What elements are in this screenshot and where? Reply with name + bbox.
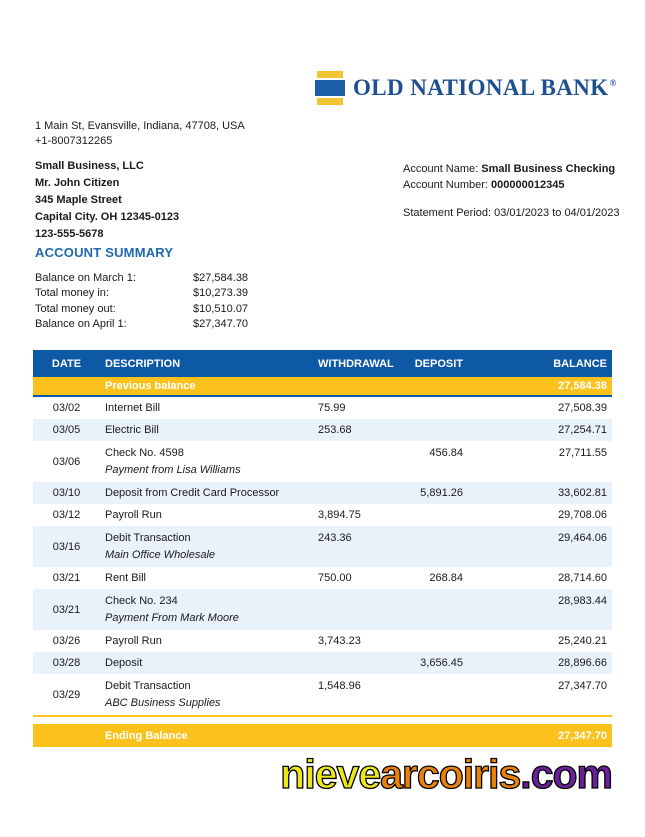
transaction-row bbox=[33, 674, 612, 715]
old-national-bank-icon bbox=[315, 71, 345, 105]
previous-balance-value: 27,584.38 bbox=[558, 380, 607, 392]
summary-value: $27,347.70 bbox=[193, 318, 249, 331]
table-header-row bbox=[33, 350, 612, 377]
watermark-part2: arcoiris bbox=[380, 751, 521, 797]
transaction-date: 03/16 bbox=[52, 540, 81, 553]
transaction-description-main: Internet Bill bbox=[105, 401, 161, 414]
summary-row bbox=[35, 270, 248, 286]
transaction-withdrawal bbox=[315, 589, 403, 630]
transaction-date: 03/06 bbox=[52, 455, 81, 468]
transaction-withdrawal: 750.00 bbox=[318, 572, 352, 584]
watermark-part1: nieve bbox=[280, 751, 381, 797]
transaction-description-main: Debit Transaction bbox=[105, 679, 191, 692]
customer-address-block bbox=[35, 158, 179, 243]
transaction-date: 03/21 bbox=[52, 572, 81, 584]
transaction-row bbox=[33, 526, 612, 567]
customer-phone: 123-555-5678 bbox=[35, 228, 104, 240]
transaction-description-note: Main Office Wholesale bbox=[105, 548, 216, 561]
transaction-description-main: Rent Bill bbox=[105, 571, 146, 584]
transaction-description bbox=[100, 589, 315, 630]
transaction-deposit bbox=[403, 630, 465, 652]
transaction-date: 03/10 bbox=[52, 487, 81, 499]
transaction-balance: 27,711.55 bbox=[558, 447, 607, 459]
transaction-withdrawal: 3,743.23 bbox=[318, 635, 361, 647]
transaction-description-main: Deposit from Credit Card Processor bbox=[105, 486, 280, 499]
transaction-row bbox=[33, 397, 612, 419]
transaction-withdrawal: 243.36 bbox=[318, 532, 352, 544]
transaction-description bbox=[100, 419, 315, 441]
summary-label: Total money in: bbox=[35, 287, 109, 300]
transaction-description-main: Payroll Run bbox=[105, 634, 162, 647]
transaction-withdrawal: 1,548.96 bbox=[318, 680, 361, 692]
customer-company: Small Business, LLC bbox=[35, 160, 144, 172]
account-number-row: Account Number: 000000012345 bbox=[403, 179, 565, 191]
transaction-withdrawal: 253.68 bbox=[318, 424, 352, 436]
transaction-description bbox=[100, 441, 315, 482]
watermark-nievearcoiris bbox=[280, 751, 612, 798]
transaction-balance: 28,983.44 bbox=[558, 595, 607, 607]
transaction-description-main: Electric Bill bbox=[105, 423, 159, 436]
transaction-description bbox=[100, 504, 315, 526]
previous-balance-label: Previous balance bbox=[105, 380, 196, 392]
account-summary-title: ACCOUNT SUMMARY bbox=[35, 245, 174, 260]
transaction-date: 03/29 bbox=[52, 688, 81, 701]
transaction-description-main: Debit Transaction bbox=[105, 531, 191, 544]
transaction-row bbox=[33, 630, 612, 652]
transaction-balance: 29,464.06 bbox=[558, 532, 607, 544]
statement-period: Statement Period: 03/01/2023 to 04/01/2023 bbox=[403, 207, 620, 219]
transaction-description bbox=[100, 567, 315, 589]
transaction-withdrawal bbox=[315, 482, 403, 504]
transaction-description-main: Payroll Run bbox=[105, 508, 162, 521]
transaction-balance: 27,508.39 bbox=[558, 402, 607, 414]
header-description: DESCRIPTION bbox=[105, 357, 181, 370]
transaction-balance: 27,347.70 bbox=[558, 680, 607, 692]
header-date: DATE bbox=[51, 357, 82, 370]
transaction-date: 03/05 bbox=[52, 424, 81, 436]
account-summary-table bbox=[35, 270, 248, 332]
transaction-description bbox=[100, 674, 315, 715]
transaction-deposit: 3,656.45 bbox=[420, 657, 463, 669]
ending-balance-value: 27,347.70 bbox=[558, 729, 607, 742]
transaction-description-main: Deposit bbox=[105, 656, 143, 669]
transaction-deposit bbox=[403, 674, 465, 715]
summary-label: Total money out: bbox=[35, 302, 116, 315]
account-name-value: Small Business Checking bbox=[481, 163, 616, 175]
transaction-row bbox=[33, 652, 612, 674]
account-name-row: Account Name: Small Business Checking bbox=[403, 163, 616, 175]
transaction-withdrawal: 3,894.75 bbox=[318, 509, 361, 521]
summary-row bbox=[35, 301, 248, 317]
transaction-description-note: Payment from Lisa Williams bbox=[105, 463, 241, 476]
logo-square bbox=[315, 80, 345, 96]
transaction-row bbox=[33, 589, 612, 630]
transactions-table bbox=[33, 350, 612, 747]
summary-row bbox=[35, 286, 248, 302]
transaction-balance: 27,254.71 bbox=[558, 424, 607, 436]
transaction-withdrawal bbox=[315, 441, 403, 482]
transaction-deposit: 456.84 bbox=[429, 447, 463, 459]
transaction-withdrawal bbox=[315, 652, 403, 674]
transaction-description bbox=[100, 526, 315, 567]
transaction-date: 03/12 bbox=[52, 509, 81, 521]
bank-address bbox=[35, 119, 245, 149]
transaction-deposit: 5,891.26 bbox=[420, 487, 463, 499]
header-balance: BALANCE bbox=[553, 357, 607, 370]
transaction-row bbox=[33, 441, 612, 482]
transaction-date: 03/26 bbox=[52, 635, 81, 647]
summary-label: Balance on April 1: bbox=[35, 318, 127, 331]
transaction-date: 03/21 bbox=[52, 603, 81, 616]
header-withdrawal: WITHDRAWAL bbox=[318, 357, 394, 370]
header-deposit: DEPOSIT bbox=[414, 357, 463, 370]
transaction-description bbox=[100, 630, 315, 652]
table-gap bbox=[33, 717, 612, 724]
transaction-deposit bbox=[403, 589, 465, 630]
bank-name: OLD NATIONAL BANK® bbox=[353, 75, 617, 100]
customer-street: 345 Maple Street bbox=[35, 194, 122, 206]
transaction-balance: 28,896.66 bbox=[558, 657, 607, 669]
account-info-block bbox=[403, 161, 620, 221]
transaction-deposit bbox=[403, 526, 465, 567]
transaction-date: 03/28 bbox=[52, 657, 81, 669]
transaction-description-main: Check No. 4598 bbox=[105, 446, 184, 459]
summary-value: $27,584.38 bbox=[193, 271, 249, 284]
bank-address-line1: 1 Main St, Evansville, Indiana, 47708, USA bbox=[35, 120, 245, 132]
transaction-balance: 33,602.81 bbox=[558, 487, 607, 499]
transaction-description-note: ABC Business Supplies bbox=[105, 696, 221, 709]
transaction-deposit: 268.84 bbox=[429, 572, 463, 584]
logo-bottom-bar bbox=[317, 98, 343, 105]
summary-label: Balance on March 1: bbox=[35, 271, 136, 284]
ending-balance-row bbox=[33, 724, 612, 747]
summary-row bbox=[35, 317, 248, 333]
transaction-description bbox=[100, 482, 315, 504]
customer-name: Mr. John Citizen bbox=[35, 177, 120, 189]
previous-balance-row bbox=[33, 377, 612, 397]
transaction-description-main: Check No. 234 bbox=[105, 594, 178, 607]
ending-balance-label: Ending Balance bbox=[105, 729, 188, 742]
customer-city: Capital City. OH 12345-0123 bbox=[35, 211, 180, 223]
registered-trademark: ® bbox=[609, 78, 617, 88]
transaction-deposit bbox=[403, 397, 465, 419]
transaction-date: 03/02 bbox=[52, 402, 81, 414]
transaction-row bbox=[33, 482, 612, 504]
logo-top-bar bbox=[317, 71, 343, 78]
transaction-withdrawal: 75.99 bbox=[318, 402, 346, 414]
summary-value: $10,510.07 bbox=[193, 302, 249, 315]
watermark-part3: .com bbox=[520, 751, 612, 797]
summary-value: $10,273.39 bbox=[193, 287, 249, 300]
transaction-description-note: Payment From Mark Moore bbox=[105, 611, 239, 624]
transaction-row bbox=[33, 504, 612, 526]
account-number-value: 000000012345 bbox=[491, 179, 565, 191]
transaction-row bbox=[33, 567, 612, 589]
transaction-deposit bbox=[403, 504, 465, 526]
transaction-balance: 29,708.06 bbox=[558, 509, 607, 521]
table-body bbox=[33, 397, 612, 717]
transaction-description bbox=[100, 652, 315, 674]
bank-phone: +1-8007312265 bbox=[35, 135, 113, 147]
transaction-row bbox=[33, 419, 612, 441]
transaction-balance: 28,714.60 bbox=[558, 572, 607, 584]
transaction-balance: 25,240.21 bbox=[558, 635, 607, 647]
transaction-description bbox=[100, 397, 315, 419]
bank-logo bbox=[315, 71, 616, 105]
transaction-deposit bbox=[403, 419, 465, 441]
